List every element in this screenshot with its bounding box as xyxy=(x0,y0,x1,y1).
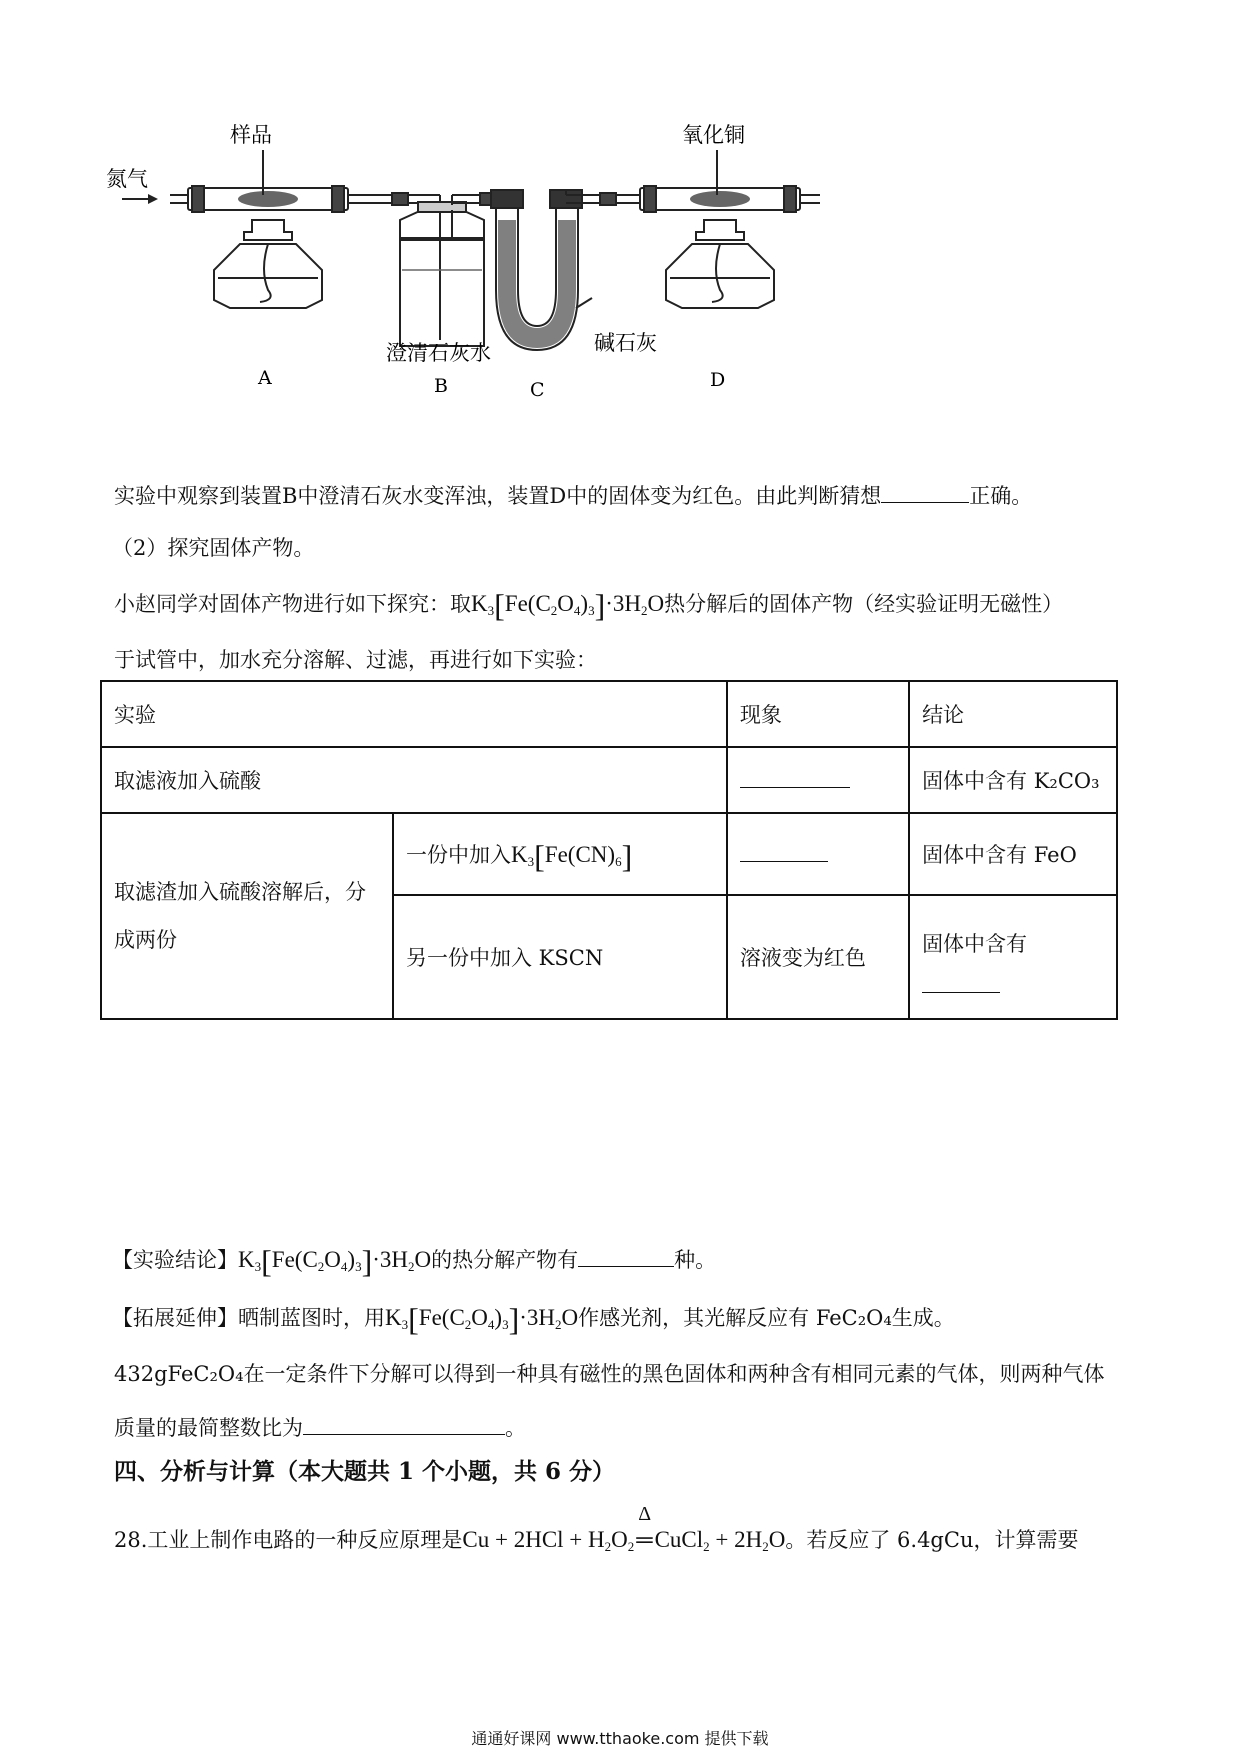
header-phenomenon: 现象 xyxy=(727,681,909,747)
table-header-row xyxy=(101,681,1117,747)
paragraph-section-2: （2）探究固体产物。 xyxy=(112,536,315,560)
label-sample: 样品 xyxy=(230,123,272,147)
label-C: C xyxy=(530,379,545,401)
cell-sub-experiment: 一份中加入$K_3[Fe(CN)_6]$ xyxy=(393,813,727,895)
answer-blank[interactable] xyxy=(303,1414,505,1435)
apparatus-diagram xyxy=(100,120,940,410)
cell-conclusion: 固体中含有 xyxy=(909,895,1117,1019)
paragraph-procedure: 小赵同学对固体产物进行如下探究：取$K_3[Fe(C_2O_4)_3]\cdot 3H_2O$热分解后的固体产物（经实验证明无磁性） xyxy=(114,587,1064,623)
label-B: B xyxy=(434,375,448,397)
header-conclusion: 结论 xyxy=(909,681,1117,747)
answer-blank[interactable] xyxy=(881,482,969,503)
table-row xyxy=(101,813,1117,895)
paragraph-mass-ratio: 质量的最简整数比为 。 xyxy=(114,1416,526,1440)
table-row xyxy=(101,747,1117,813)
header-experiment: 实验 xyxy=(101,681,727,747)
formula-k3-fe-c2o4: $K_3[Fe(C_2O_4)_3]\cdot 3H_2O$ xyxy=(238,1243,432,1279)
cell-phenomenon-blank[interactable] xyxy=(727,747,909,813)
label-soda-lime: 碱石灰 xyxy=(594,331,657,355)
paragraph-conclusion: 【实验结论】$K_3[Fe(C_2O_4)_3]\cdot 3H_2O$的热分解产物有 种。 xyxy=(112,1243,717,1279)
paragraph-observation: 实验中观察到装置B中澄清石灰水变浑浊，装置D中的固体变为红色。由此判断猜想 正确。 xyxy=(114,484,1033,508)
reaction-equation: $Cu + 2HCl + H_2O_2$ Δ ═CuCl$_2$ + $2H_2O$ xyxy=(462,1503,786,1554)
cell-sub-experiment: 另一份中加入 KSCN xyxy=(393,895,727,1019)
paragraph-procedure-cont: 于试管中，加水充分溶解、过滤，再进行如下实验： xyxy=(114,648,597,672)
label-limewater: 澄清石灰水 xyxy=(386,341,491,365)
cell-conclusion: 固体中含有 K₂CO₃ xyxy=(909,747,1117,813)
experiment-table xyxy=(100,680,1118,1020)
cell-phenomenon-blank[interactable] xyxy=(727,813,909,895)
label-D: D xyxy=(710,369,726,391)
cell-conclusion: 固体中含有 FeO xyxy=(909,813,1117,895)
cell-experiment: 取滤液加入硫酸 xyxy=(101,747,727,813)
label-nitrogen: 氮气 xyxy=(106,167,148,191)
cell-experiment: 取滤渣加入硫酸溶解后，分成两份 xyxy=(101,813,393,1019)
formula-k3-fe-c2o4: $K_3[Fe(C_2O_4)_3]\cdot 3H_2O$ xyxy=(471,587,665,623)
answer-blank[interactable] xyxy=(578,1246,674,1267)
cell-phenomenon: 溶液变为红色 xyxy=(727,895,909,1019)
formula-k3-fe-c2o4: $K_3[Fe(C_2O_4)_3]\cdot 3H_2O$ xyxy=(385,1301,579,1337)
section-heading: 四、分析与计算（本大题共 1 个小题，共 6 分） xyxy=(114,1458,616,1485)
paragraph-decomposition: 432gFeC₂O₄在一定条件下分解可以得到一种具有磁性的黑色固体和两种含有相同元素的气体，则两种气体 xyxy=(114,1362,1105,1386)
question-28: 28.工业上制作电路的一种反应原理是$Cu + 2HCl + H_2O_2$ Δ ═CuCl$_2$ + $2H_2O$。若反应了 6.4gCu，计算需要 xyxy=(114,1503,1079,1554)
label-copper-oxide: 氧化铜 xyxy=(682,123,745,147)
page-footer: 通通好课网 www.tthaoke.com 提供下载 xyxy=(471,1729,769,1748)
label-A: A xyxy=(258,367,272,389)
paragraph-extension: 【拓展延伸】晒制蓝图时，用$K_3[Fe(C_2O_4)_3]\cdot 3H_2O$作感光剂，其光解反应有 FeC₂O₄生成。 xyxy=(112,1301,955,1337)
answer-blank[interactable] xyxy=(922,972,1000,993)
